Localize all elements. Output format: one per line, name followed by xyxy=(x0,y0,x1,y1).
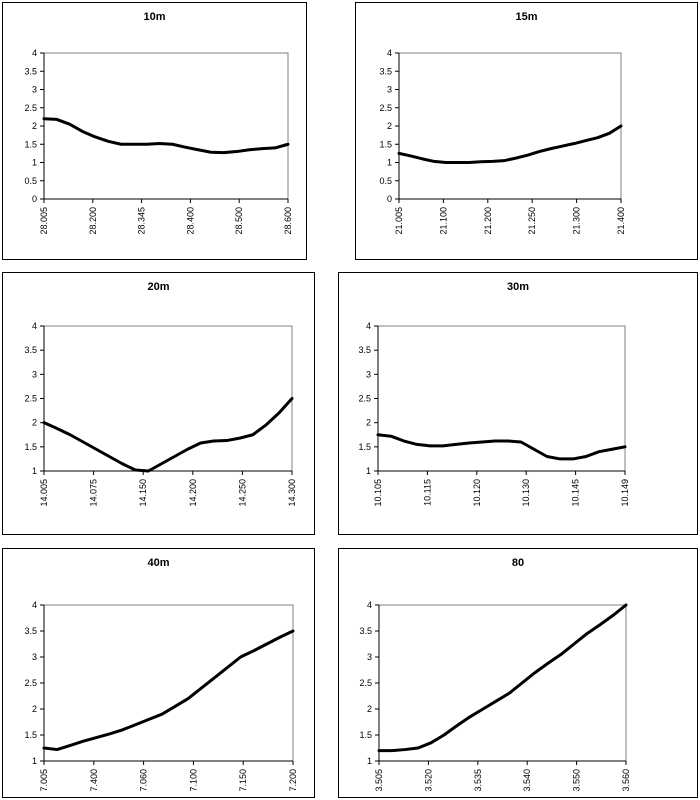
y-tick-label: 0 xyxy=(386,194,392,204)
y-tick-label: 4 xyxy=(386,48,392,58)
plot-area xyxy=(3,3,308,261)
plot-frame xyxy=(379,605,626,761)
plot-area xyxy=(356,3,699,261)
x-tick-label: 10.120 xyxy=(471,479,482,507)
y-tick-label: 1.5 xyxy=(24,730,37,740)
x-tick-label: 14.150 xyxy=(138,479,149,507)
y-tick-label: 3 xyxy=(366,652,372,662)
x-tick-label: 14.075 xyxy=(88,479,99,507)
y-tick-label: 1.5 xyxy=(358,441,371,452)
x-tick-label: 10.130 xyxy=(521,479,532,507)
y-tick-label: 4 xyxy=(366,600,372,610)
x-tick-label: 10.115 xyxy=(422,479,433,506)
x-tick-label: 3.550 xyxy=(571,769,582,792)
x-tick-label: 21.300 xyxy=(571,207,582,235)
y-tick-label: 2 xyxy=(31,704,37,714)
y-tick-label: 2.5 xyxy=(358,393,371,404)
x-tick-label: 3.540 xyxy=(522,769,533,792)
x-tick-label: 10.105 xyxy=(373,479,383,507)
y-tick-label: 2.5 xyxy=(24,102,37,113)
y-tick-label: 2 xyxy=(386,121,392,131)
y-tick-label: 3.5 xyxy=(24,66,37,77)
y-tick-label: 2.5 xyxy=(24,678,37,688)
chart-panel xyxy=(355,2,698,260)
x-tick-label: 14.300 xyxy=(287,479,297,507)
y-tick-label: 4 xyxy=(31,321,37,331)
chart-panel xyxy=(338,548,698,798)
chart-panel xyxy=(2,272,315,535)
y-tick-label: 2.5 xyxy=(379,102,392,113)
x-tick-label: 28.600 xyxy=(283,207,293,235)
y-tick-label: 4 xyxy=(365,321,371,331)
x-tick-label: 7.005 xyxy=(39,769,49,792)
x-tick-label: 7.060 xyxy=(138,769,149,792)
y-tick-label: 0.5 xyxy=(24,175,37,186)
plot-area xyxy=(3,273,316,536)
y-tick-label: 1.5 xyxy=(24,441,37,452)
y-tick-label: 2 xyxy=(31,121,37,131)
x-tick-label: 14.200 xyxy=(187,479,198,507)
y-tick-label: 3.5 xyxy=(359,626,372,636)
y-tick-label: 0.5 xyxy=(379,175,392,186)
plot-frame xyxy=(44,605,293,761)
x-tick-label: 3.535 xyxy=(472,769,483,792)
y-tick-label: 1 xyxy=(365,466,371,476)
y-tick-label: 2 xyxy=(366,704,372,714)
y-tick-label: 1.5 xyxy=(359,730,372,740)
chart-title: 80 xyxy=(511,557,525,569)
y-tick-label: 1.5 xyxy=(24,139,37,150)
x-tick-label: 28.200 xyxy=(87,207,98,235)
y-tick-label: 3.5 xyxy=(24,626,37,636)
y-tick-label: 3 xyxy=(365,369,371,380)
y-tick-label: 3 xyxy=(386,84,392,95)
y-tick-label: 2 xyxy=(31,417,37,428)
y-tick-label: 3.5 xyxy=(379,66,392,77)
plot-area xyxy=(3,549,316,799)
y-tick-label: 3.5 xyxy=(24,345,37,356)
y-tick-label: 3 xyxy=(31,369,37,380)
x-tick-label: 28.500 xyxy=(234,207,245,235)
plot-frame xyxy=(44,53,288,199)
data-series-line xyxy=(399,126,621,163)
x-tick-label: 21.400 xyxy=(616,207,626,235)
chart-panel xyxy=(338,272,698,535)
x-tick-label: 7.150 xyxy=(238,769,249,792)
y-tick-label: 2.5 xyxy=(359,678,372,688)
data-series-line xyxy=(44,399,292,472)
plot-area xyxy=(339,549,699,799)
chart-panel xyxy=(2,2,307,260)
x-tick-label: 14.250 xyxy=(237,479,248,507)
y-tick-label: 3 xyxy=(31,652,37,662)
y-tick-label: 1 xyxy=(386,157,392,168)
x-tick-label: 28.345 xyxy=(136,207,147,235)
chart-panel xyxy=(2,548,315,798)
y-tick-label: 1 xyxy=(366,756,372,766)
chart-title: 20m xyxy=(147,281,170,293)
y-tick-label: 2 xyxy=(365,417,371,428)
x-tick-label: 7.400 xyxy=(88,769,99,792)
x-tick-label: 7.100 xyxy=(188,769,199,792)
y-tick-label: 3.5 xyxy=(358,345,371,356)
data-series-line xyxy=(379,605,626,751)
x-tick-label: 21.100 xyxy=(438,207,449,235)
y-tick-label: 2.5 xyxy=(24,393,37,404)
x-tick-label: 28.400 xyxy=(185,207,196,235)
y-tick-label: 1.5 xyxy=(379,139,392,150)
data-series-line xyxy=(378,435,625,459)
chart-title: 10m xyxy=(143,11,166,23)
y-tick-label: 4 xyxy=(31,48,37,58)
plot-frame xyxy=(378,326,625,471)
chart-title: 15m xyxy=(515,11,538,23)
chart-title: 40m xyxy=(147,557,170,569)
x-tick-label: 21.200 xyxy=(482,207,493,235)
x-tick-label: 3.505 xyxy=(374,769,384,792)
x-tick-label: 10.149 xyxy=(620,479,630,507)
y-tick-label: 1 xyxy=(31,157,37,168)
plot-frame xyxy=(44,326,292,471)
plot-frame xyxy=(399,53,621,199)
data-series-line xyxy=(44,631,293,750)
y-tick-label: 0 xyxy=(31,194,37,204)
y-tick-label: 3 xyxy=(31,84,37,95)
y-tick-label: 1 xyxy=(31,756,37,766)
chart-title: 30m xyxy=(506,281,530,293)
x-tick-label: 28.005 xyxy=(39,207,49,235)
x-tick-label: 10.145 xyxy=(570,479,581,507)
y-tick-label: 4 xyxy=(31,600,37,610)
x-tick-label: 7.200 xyxy=(288,769,298,792)
x-tick-label: 3.560 xyxy=(621,769,631,792)
data-series-line xyxy=(44,119,288,153)
x-tick-label: 14.005 xyxy=(39,479,49,507)
plot-area xyxy=(339,273,699,536)
x-tick-label: 21.005 xyxy=(394,207,404,235)
x-tick-label: 21.250 xyxy=(527,207,538,235)
y-tick-label: 1 xyxy=(31,466,37,476)
x-tick-label: 3.520 xyxy=(423,769,434,792)
